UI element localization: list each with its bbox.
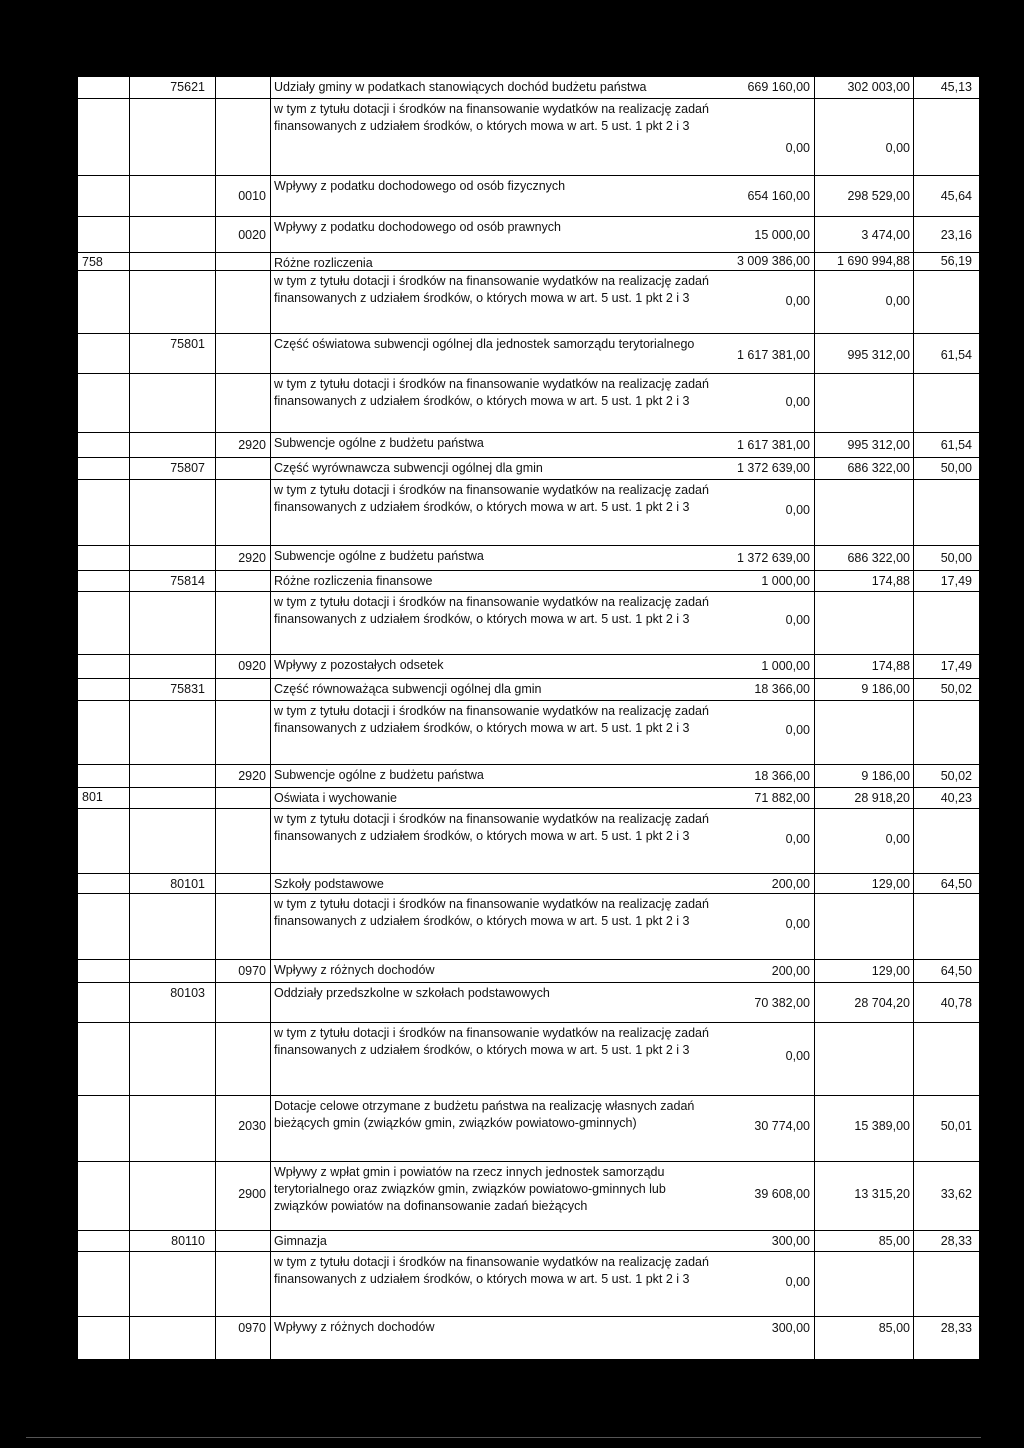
- wykonanie-value: 0,00: [885, 832, 910, 846]
- row-description: Wpływy z pozostałych odsetek: [274, 658, 444, 672]
- plan-value: 0,00: [785, 723, 810, 737]
- wykonanie-value: 174,88: [871, 574, 910, 588]
- paragraf-code: 0970: [238, 1321, 266, 1335]
- dzial-code: 758: [82, 255, 103, 269]
- rozdzial-code: 75814: [170, 574, 205, 588]
- table-row: [78, 270, 980, 333]
- wykonanie-value: 28 704,20: [854, 996, 910, 1010]
- table-row: [78, 175, 980, 216]
- wykonanie-value: 995 312,00: [847, 348, 910, 362]
- row-description: Wpływy z podatku dochodowego od osób prawnych: [274, 220, 561, 234]
- wykonanie-value: 995 312,00: [847, 438, 910, 452]
- table-row: [78, 373, 980, 432]
- row-description: Gimnazja: [274, 1234, 327, 1248]
- row-description: Część oświatowa subwencji ogólnej dla jednostek samorządu terytorialnego: [274, 337, 695, 351]
- table-row: [78, 591, 980, 654]
- percent-value: 50,00: [940, 551, 972, 565]
- table-row: [78, 959, 980, 982]
- percent-value: 64,50: [940, 877, 972, 891]
- paragraf-code: 2920: [238, 551, 266, 565]
- row-description: w tym z tytułu dotacji i środków na finansowanie wydatków na realizację zadań finansowanych z udziałem środków, o których mowa w art. 5 ust. 1 pkt 2 i 3: [274, 483, 709, 514]
- percent-value: 61,54: [940, 348, 972, 362]
- percent-value: 17,49: [940, 574, 972, 588]
- percent-value: 45,13: [940, 80, 972, 94]
- paragraf-code: 0970: [238, 964, 266, 978]
- dzial-code: 801: [82, 790, 103, 804]
- percent-value: 50,01: [940, 1119, 972, 1133]
- table-row: [78, 479, 980, 545]
- table-row: [78, 98, 980, 175]
- wykonanie-value: 13 315,20: [854, 1187, 910, 1201]
- table-row: [78, 1161, 980, 1230]
- row-description: w tym z tytułu dotacji i środków na finansowanie wydatków na realizację zadań finansowanych z udziałem środków, o których mowa w art. 5 ust. 1 pkt 2 i 3: [274, 704, 709, 735]
- wykonanie-value: 9 186,00: [861, 769, 910, 783]
- plan-value: 39 608,00: [754, 1187, 810, 1201]
- plan-value: 0,00: [785, 1275, 810, 1289]
- plan-value: 71 882,00: [754, 791, 810, 805]
- row-description: w tym z tytułu dotacji i środków na finansowanie wydatków na realizację zadań finansowanych z udziałem środków, o których mowa w art. 5 ust. 1 pkt 2 i 3: [274, 274, 709, 305]
- plan-value: 0,00: [785, 613, 810, 627]
- paragraf-code: 0920: [238, 659, 266, 673]
- plan-value: 0,00: [785, 141, 810, 155]
- plan-value: 18 366,00: [754, 769, 810, 783]
- row-description: Oddziały przedszkolne w szkołach podstawowych: [274, 986, 550, 1000]
- table-row: [78, 982, 980, 1022]
- row-description: Część wyrównawcza subwencji ogólnej dla gmin: [274, 461, 543, 475]
- wykonanie-value: 15 389,00: [854, 1119, 910, 1133]
- row-description: Szkoły podstawowe: [274, 877, 384, 891]
- table-row: [78, 1095, 980, 1161]
- percent-value: 50,02: [940, 682, 972, 696]
- wykonanie-value: 129,00: [871, 964, 910, 978]
- row-description: Różne rozliczenia finansowe: [274, 574, 433, 588]
- table-row: [78, 764, 980, 787]
- paragraf-code: 2920: [238, 769, 266, 783]
- table-row: [78, 457, 980, 479]
- plan-value: 200,00: [771, 877, 810, 891]
- footer-rule: [26, 1437, 981, 1438]
- row-description: Różne rozliczenia: [274, 256, 373, 270]
- plan-value: 300,00: [771, 1234, 810, 1248]
- wykonanie-value: 85,00: [878, 1234, 910, 1248]
- percent-value: 64,50: [940, 964, 972, 978]
- plan-value: 30 774,00: [754, 1119, 810, 1133]
- row-description: w tym z tytułu dotacji i środków na finansowanie wydatków na realizację zadań finansowanych z udziałem środków, o których mowa w art. 5 ust. 1 pkt 2 i 3: [274, 102, 709, 133]
- row-description: Wpływy z różnych dochodów: [274, 963, 435, 977]
- plan-value: 669 160,00: [747, 80, 810, 94]
- row-description: w tym z tytułu dotacji i środków na finansowanie wydatków na realizację zadań finansowanych z udziałem środków, o których mowa w art. 5 ust. 1 pkt 2 i 3: [274, 377, 709, 408]
- percent-value: 45,64: [940, 189, 972, 203]
- row-description: Dotacje celowe otrzymane z budżetu państwa na realizację własnych zadań bieżących gmin (związków gmin, związków powiatowo-gminnych): [274, 1099, 695, 1130]
- plan-value: 70 382,00: [754, 996, 810, 1010]
- table-row: [78, 570, 980, 591]
- row-description: Oświata i wychowanie: [274, 791, 397, 805]
- budget-table: [78, 76, 980, 1359]
- wykonanie-value: 85,00: [878, 1321, 910, 1335]
- table-row: [78, 1022, 980, 1095]
- table-row: [78, 654, 980, 678]
- rozdzial-code: 75831: [170, 682, 205, 696]
- row-description: w tym z tytułu dotacji i środków na finansowanie wydatków na realizację zadań finansowanych z udziałem środków, o których mowa w art. 5 ust. 1 pkt 2 i 3: [274, 897, 709, 928]
- percent-value: 40,78: [940, 996, 972, 1010]
- wykonanie-value: 0,00: [885, 141, 910, 155]
- plan-value: 1 617 381,00: [737, 438, 810, 452]
- plan-value: 15 000,00: [754, 228, 810, 242]
- rozdzial-code: 80110: [171, 1234, 205, 1248]
- plan-value: 1 000,00: [761, 574, 810, 588]
- wykonanie-value: 174,88: [871, 659, 910, 673]
- percent-value: 61,54: [940, 438, 972, 452]
- table-row: [78, 893, 980, 959]
- plan-value: 0,00: [785, 1049, 810, 1063]
- paragraf-code: 2030: [238, 1119, 266, 1133]
- row-description: Subwencje ogólne z budżetu państwa: [274, 768, 484, 782]
- percent-value: 23,16: [940, 228, 972, 242]
- row-description: Subwencje ogólne z budżetu państwa: [274, 436, 484, 450]
- paragraf-code: 2900: [238, 1187, 266, 1201]
- percent-value: 40,23: [940, 791, 972, 805]
- percent-value: 50,00: [940, 461, 972, 475]
- plan-value: 0,00: [785, 294, 810, 308]
- plan-value: 0,00: [785, 503, 810, 517]
- rozdzial-code: 80101: [170, 877, 205, 891]
- wykonanie-value: 686 322,00: [847, 551, 910, 565]
- plan-value: 0,00: [785, 395, 810, 409]
- plan-value: 1 372 639,00: [737, 461, 810, 475]
- row-description: Wpływy z podatku dochodowego od osób fizycznych: [274, 179, 566, 193]
- rozdzial-code: 75801: [170, 337, 205, 351]
- table-row: [78, 545, 980, 570]
- wykonanie-value: 1 690 994,88: [837, 254, 910, 268]
- percent-value: 50,02: [940, 769, 972, 783]
- plan-value: 1 000,00: [761, 659, 810, 673]
- table-row: [78, 700, 980, 764]
- wykonanie-value: 129,00: [871, 877, 910, 891]
- percent-value: 33,62: [940, 1187, 972, 1201]
- paragraf-code: 0010: [238, 189, 266, 203]
- plan-value: 200,00: [771, 964, 810, 978]
- wykonanie-value: 302 003,00: [847, 80, 910, 94]
- row-description: w tym z tytułu dotacji i środków na finansowanie wydatków na realizację zadań finansowanych z udziałem środków, o których mowa w art. 5 ust. 1 pkt 2 i 3: [274, 812, 709, 843]
- plan-value: 0,00: [785, 917, 810, 931]
- row-description: Wpływy z wpłat gmin i powiatów na rzecz innych jednostek samorządu terytorialnego oraz związków gmin, związków powiatowo-gminnych lub związków powiatów na dofinansowanie zadań bieżących: [274, 1165, 666, 1213]
- wykonanie-value: 28 918,20: [854, 791, 910, 805]
- percent-value: 28,33: [940, 1321, 972, 1335]
- table-row: [78, 432, 980, 457]
- table-row: [78, 873, 980, 893]
- percent-value: 28,33: [940, 1234, 972, 1248]
- row-description: w tym z tytułu dotacji i środków na finansowanie wydatków na realizację zadań finansowanych z udziałem środków, o których mowa w art. 5 ust. 1 pkt 2 i 3: [274, 1026, 709, 1057]
- row-description: w tym z tytułu dotacji i środków na finansowanie wydatków na realizację zadań finansowanych z udziałem środków, o których mowa w art. 5 ust. 1 pkt 2 i 3: [274, 1255, 709, 1286]
- wykonanie-value: 3 474,00: [861, 228, 910, 242]
- table-row: [78, 252, 980, 270]
- row-description: Udziały gminy w podatkach stanowiących dochód budżetu państwa: [274, 80, 647, 94]
- row-description: Część równoważąca subwencji ogólnej dla gmin: [274, 682, 542, 696]
- paragraf-code: 2920: [238, 438, 266, 452]
- wykonanie-value: 298 529,00: [847, 189, 910, 203]
- row-description: w tym z tytułu dotacji i środków na finansowanie wydatków na realizację zadań finansowanych z udziałem środków, o których mowa w art. 5 ust. 1 pkt 2 i 3: [274, 595, 709, 626]
- row-description: Wpływy z różnych dochodów: [274, 1320, 435, 1334]
- wykonanie-value: 9 186,00: [861, 682, 910, 696]
- table-row: [78, 216, 980, 252]
- percent-value: 56,19: [940, 254, 972, 268]
- table-row: [78, 76, 980, 98]
- wykonanie-value: 686 322,00: [847, 461, 910, 475]
- rozdzial-code: 75807: [170, 461, 205, 475]
- wykonanie-value: 0,00: [885, 294, 910, 308]
- plan-value: 0,00: [785, 832, 810, 846]
- plan-value: 3 009 386,00: [737, 254, 810, 268]
- rozdzial-code: 80103: [170, 986, 205, 1000]
- paragraf-code: 0020: [238, 228, 266, 242]
- table-row: [78, 1230, 980, 1251]
- plan-value: 654 160,00: [747, 189, 810, 203]
- plan-value: 18 366,00: [754, 682, 810, 696]
- row-description: Subwencje ogólne z budżetu państwa: [274, 549, 484, 563]
- table-row: [78, 1251, 980, 1316]
- table-row: [78, 787, 980, 808]
- plan-value: 300,00: [771, 1321, 810, 1335]
- percent-value: 17,49: [940, 659, 972, 673]
- plan-value: 1 617 381,00: [737, 348, 810, 362]
- table-row: [78, 1316, 980, 1359]
- table-row: [78, 808, 980, 873]
- plan-value: 1 372 639,00: [737, 551, 810, 565]
- rozdzial-code: 75621: [170, 80, 205, 94]
- table-row: [78, 333, 980, 373]
- table-row: [78, 678, 980, 700]
